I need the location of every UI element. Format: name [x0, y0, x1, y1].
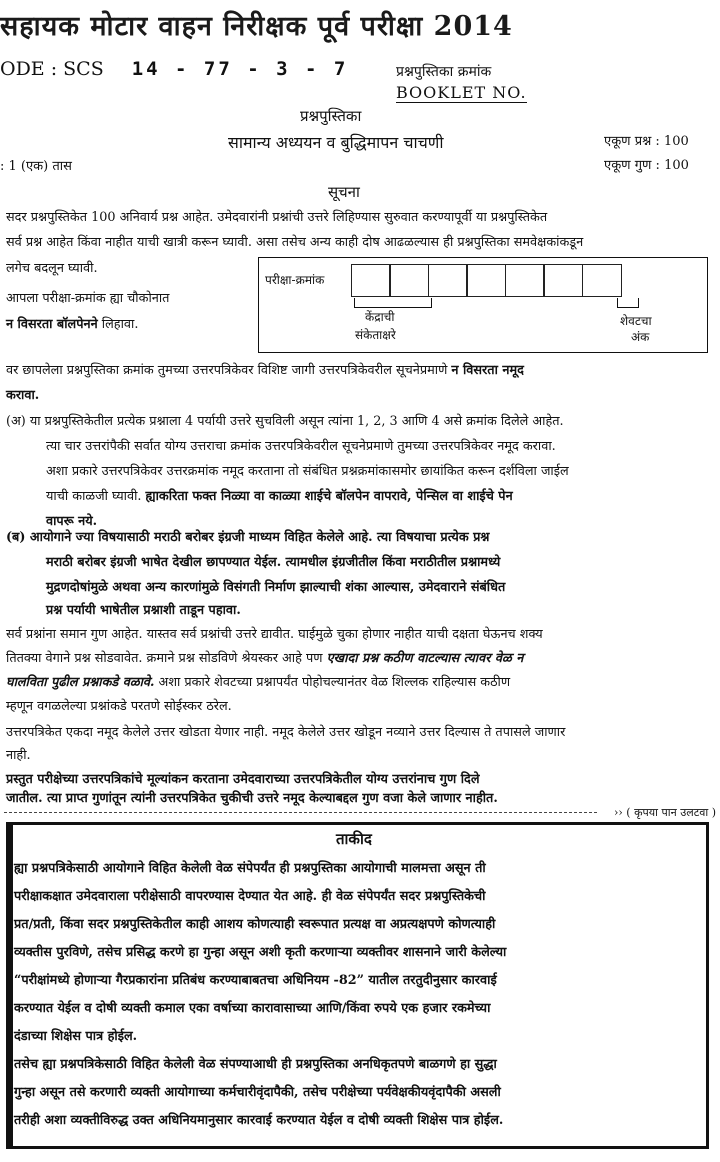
roll-number-cell[interactable]: [543, 264, 583, 297]
instruction-text: याची काळजी घ्यावी.: [46, 489, 146, 504]
instruction-text: लिहावा.: [97, 317, 139, 332]
warning-line: व्यक्तीस पुरविणे, तसेच प्रसिद्ध करणे हा गुन्हा असून अशी कृती करणाऱ्या व्यक्तीवर शासनाने जारी केलेल्या: [14, 945, 507, 960]
warning-line: गुन्हा असून तसे करणारी व्यक्ती आयोगाच्या कर्मचारीवृंदापैकी, तसेच परीक्षेच्या पर्यवेक्षकीयवृंदापैकी असली: [14, 1085, 501, 1100]
instruction-line: [6, 672, 510, 690]
last-digit-label: अंक: [631, 330, 650, 344]
instruction-line: वापरू नये.: [46, 514, 98, 529]
instruction-line: [46, 486, 513, 504]
instruction-line: नाही.: [6, 748, 31, 763]
warning-line: ह्या प्रश्नपत्रिकेसाठी आयोगाने विहित केलेली वेळ संपेपर्यंत ही प्रश्नपुस्तिका आयोगाची मालमत्ता असून ती: [14, 861, 486, 876]
roll-number-cell[interactable]: [505, 264, 545, 297]
total-questions: एकूण प्रश्न : 100: [604, 134, 689, 149]
instruction-line: (ब) आयोगाने ज्या विषयासाठी मराठी बरोबर इंग्रजी माध्यम विहित केलेले आहे. त्या विषयाचा प्रत्येक प्रश्न: [6, 530, 490, 545]
instruction-text: अशा प्रकारे शेवटच्या प्रश्नापर्यंत पोहोचल्यानंतर वेळ शिल्लक राहिल्यास कठीण: [154, 675, 511, 690]
warning-line: करण्यात येईल व दोषी व्यक्ती कमाल एका वर्षाच्या कारावासाच्या आणि/किंवा रुपये एक हजार रकमेच्या: [14, 1001, 491, 1016]
instruction-line: [6, 648, 523, 666]
code-label: ODE : SCS: [0, 58, 104, 80]
total-marks: एकूण गुण : 100: [604, 158, 689, 173]
warning-line: “परीक्षांमध्ये होणाऱ्या गैरप्रकारांना प्रतिबंध करण्याबाबतचा अधिनियम -82” यातील तरतुदीनुसार कारवाई: [14, 973, 497, 988]
emphasis-text: एखादा प्रश्न कठीण वाटल्यास त्यावर वेळ न: [326, 651, 524, 666]
roll-number-cell[interactable]: [389, 264, 429, 297]
instruction-line: सर्व प्रश्न आहेत किंवा नाहीत याची खात्री करून घ्यावी. असा तसेच अन्य काही दोष आढळल्यास ही प्रश्नपुस्तिका समवेक्षकांकडून: [6, 235, 584, 250]
instruction-line: सदर प्रश्नपुस्तिकेत 100 अनिवार्य प्रश्न आहेत. उमेदवारांनी प्रश्नांची उत्तरे लिहिण्यास सुरुवात करण्यापूर्वी या प्रश्नपुस्तिकेत: [6, 210, 548, 225]
warning-line: दंडाच्या शिक्षेस पात्र होईल.: [14, 1029, 138, 1044]
code-line: [0, 58, 348, 80]
emphasis-text: न विसरता नमूद: [451, 363, 524, 378]
instruction-line: प्रस्तुत परीक्षेच्या उत्तरपत्रिकांचे मूल्यांकन करताना उमेदवाराच्या उत्तरपत्रिकेतील योग्य उत्तरांनाच गुण दिले: [6, 772, 480, 787]
exam-name-header: सहायक मोटार वाहन निरीक्षक पूर्व परीक्षा 2014: [0, 11, 513, 42]
booklet-title: प्रश्नपुस्तिका: [300, 107, 362, 125]
roll-number-cell[interactable]: [428, 264, 468, 297]
warning-line: तरीही अशा व्यक्तीविरुद्ध उक्त अधिनियमानुसार कारवाई करण्यात येईल व दोषी व्यक्ती शिक्षेस पात्र होईल.: [14, 1113, 504, 1128]
booklet-label-marathi: प्रश्नपुस्तिका क्रमांक: [396, 64, 492, 80]
instruction-line: प्रश्न पर्यायी भाषेतील प्रश्नाशी ताडून पहावा.: [46, 603, 241, 618]
warning-line: प्रत/प्रती, किंवा सदर प्रश्नपुस्तिकेतील काही आशय कोणत्याही स्वरूपात प्रत्यक्ष वा अप्रत्यक्षपणे कोणत्याही: [14, 917, 496, 932]
please-turn-over: ›› ( कृपया पान उलटवा ): [614, 806, 716, 819]
instruction-line: जातील. त्या प्राप्त गुणांतून त्यांनी उत्तरपत्रिकेत चुकीची उत्तरे नमूद केल्याबद्दल गुण वजा केले जाणार नाहीत.: [6, 791, 498, 806]
instruction-line: [6, 314, 138, 332]
instruction-line: उत्तरपत्रिकेत एकदा नमूद केलेले उत्तर खोडता येणार नाही. नमूद केलेले उत्तर खोडून नव्याने उत्तर दिल्यास ते तपासले जाणार: [6, 725, 566, 740]
instruction-line: अशा प्रकारे उत्तरपत्रिकेवर उत्तरक्रमांक नमूद करताना तो संबंधित प्रश्नक्रमांकासमोर छायांकित करून दर्शविला जाईल: [46, 464, 569, 479]
centre-code-label: संकेताक्षरे: [355, 328, 396, 342]
instruction-line: म्हणून वगळलेल्या प्रश्नांकडे परतणे सोईस्कर ठरेल.: [6, 699, 232, 714]
instruction-line: सर्व प्रश्नांना समान गुण आहेत. यास्तव सर्व प्रश्नांची उत्तरे द्यावीत. घाईमुळे चुका होणार नाहीत याची दक्षता घेऊनच शक्य: [6, 627, 543, 642]
instruction-line: मुद्रणदोषांमुळे अथवा अन्य कारणांमुळे विसंगती निर्माण झाल्याची शंका आल्यास, उमेदवाराने संबंधित: [46, 580, 506, 595]
instruction-line: (अ) या प्रश्नपुस्तिकेतील प्रत्येक प्रश्नाला 4 पर्यायी उत्तरे सुचविली असून त्यांना 1, 2, 3 आणि 4 असे क्रमांक दिलेले आहेत.: [6, 414, 564, 429]
instructions-heading: सूचना: [328, 183, 360, 201]
instruction-text: तितक्या वेगाने प्रश्न सोडवावेत. क्रमाने प्रश्न सोडविणे श्रेयस्कर आहे पण: [6, 651, 327, 666]
roll-number-cell[interactable]: [351, 264, 391, 297]
duration: : 1 (एक) तास: [0, 159, 72, 174]
roll-number-cells: [352, 264, 622, 297]
emphasis-text: न विसरता बॉलपेनने: [6, 317, 98, 332]
booklet-label-english: BOOKLET NO.: [396, 83, 527, 102]
warning-heading: ताकीद: [336, 830, 372, 848]
instruction-line: आपला परीक्षा-क्रमांक ह्या चौकोनात: [6, 291, 170, 306]
centre-code-bracket: [354, 298, 432, 308]
instruction-line: त्या चार उत्तरांपैकी सर्वात योग्य उत्तराचा क्रमांक उत्तरपत्रिकेवरील सूचनेप्रमाणे तुमच्या उत्तरपत्रिकेवर नमूद करावा.: [46, 439, 556, 454]
exam-title: सामान्य अध्ययन व बुद्धिमापन चाचणी: [228, 133, 444, 152]
code-number: 14 - 77 - 3 - 7: [131, 58, 349, 80]
centre-code-label: केंद्राची: [365, 310, 395, 324]
last-digit-bracket: [617, 298, 639, 308]
emphasis-text: ह्याकरिता फक्त निळ्या वा काळ्या शाईचे बॉलपेन वापरावे, पेन्सिल वा शाईचे पेन: [145, 489, 513, 504]
roll-number-cell[interactable]: [582, 264, 622, 297]
warning-line: परीक्षाकक्षात उमेदवाराला परीक्षेसाठी वापरण्यास देण्यात येत आहे. ही वेळ संपेपर्यंत सदर प्रश्नपुस्तिकेची: [14, 889, 486, 904]
instruction-line: लगेच बदलून घ्यावी.: [6, 261, 98, 276]
emphasis-text: घालविता पुढील प्रश्नाकडे वळावे.: [6, 675, 155, 690]
roll-number-label: परीक्षा-क्रमांक: [265, 273, 325, 287]
instruction-line: करावा.: [6, 388, 40, 403]
instruction-text: वर छापलेला प्रश्नपुस्तिका क्रमांक तुमच्या उत्तरपत्रिकेवर विशिष्ट जागी उत्तरपत्रिकेवरील सूचनेप्रमाणे: [6, 363, 448, 378]
roll-number-cell[interactable]: [466, 264, 506, 297]
last-digit-label: शेवटचा: [620, 314, 652, 328]
instruction-line: मराठी बरोबर इंग्रजी भाषेत देखील छापण्यात येईल. त्यामधील इंग्रजीतील किंवा मराठीतील प्रश्नामध्ये: [46, 555, 501, 570]
dashed-separator: [4, 812, 597, 813]
instruction-line: [6, 360, 524, 378]
warning-line: तसेच ह्या प्रश्नपत्रिकेसाठी विहित केलेली वेळ संपण्याआधी ही प्रश्नपुस्तिका अनधिकृतपणे बाळगणे हा सुद्धा: [14, 1057, 497, 1072]
